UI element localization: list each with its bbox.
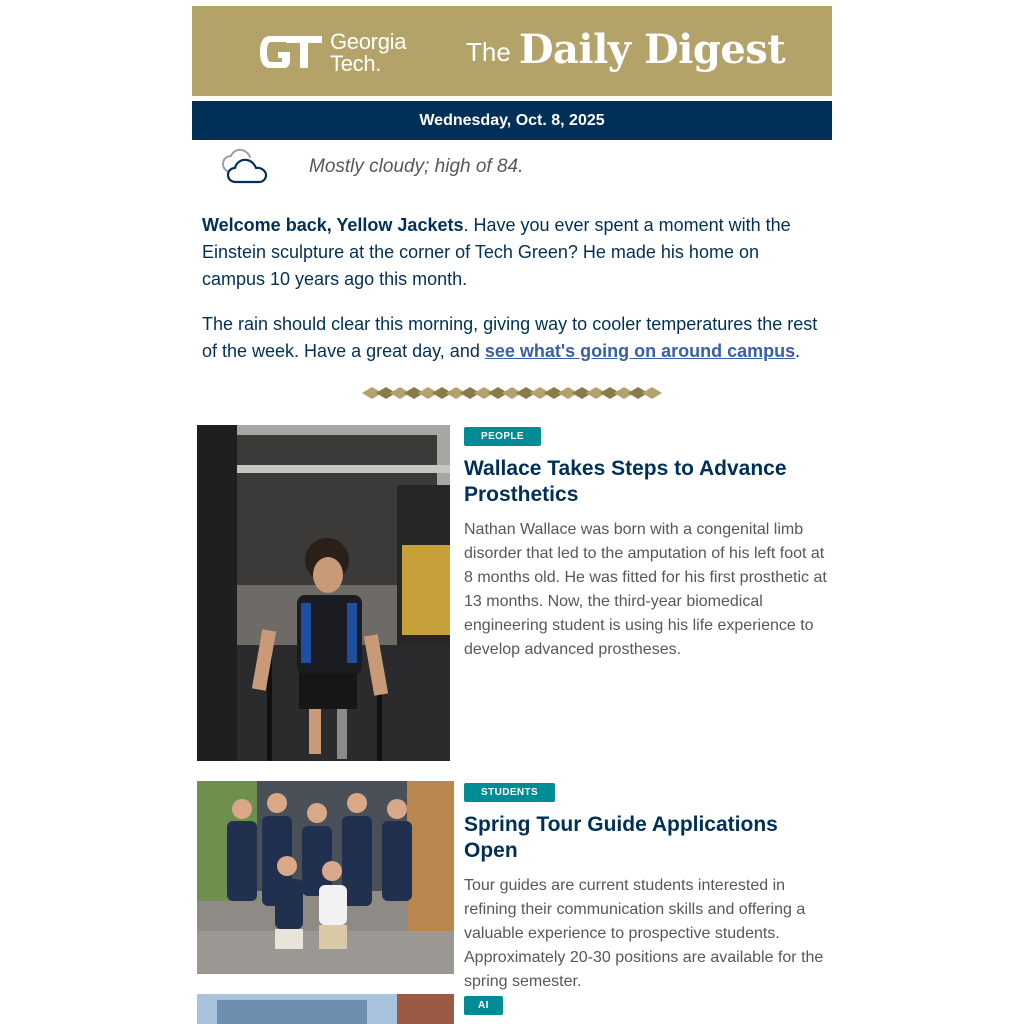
divider-diamond bbox=[642, 387, 662, 399]
georgia-tech-logo[interactable] bbox=[258, 28, 418, 78]
title-prefix: The bbox=[466, 37, 511, 67]
intro-section bbox=[202, 212, 826, 383]
category-tag[interactable]: PEOPLE bbox=[464, 427, 541, 446]
category-tag[interactable]: STUDENTS bbox=[464, 783, 555, 802]
intro-text-2: The rain should clear this morning, giving way to cooler temperatures the rest of the week. Have a great day, and bbox=[202, 314, 818, 361]
intro-paragraph-2 bbox=[202, 311, 826, 365]
story-summary: Tour guides are current students interested in refining their communication skills and offering a valuable experience to prospective students. Approximately 20-30 positions are available for the spring semester. bbox=[464, 877, 824, 990]
intro-text-2-end: . bbox=[795, 341, 801, 361]
story-card bbox=[197, 425, 832, 761]
story-meta bbox=[464, 781, 830, 994]
story-card bbox=[197, 781, 832, 990]
issue-date: Wednesday, Oct. 8, 2025 bbox=[419, 112, 605, 129]
title-main: Daily Digest bbox=[518, 26, 786, 73]
greeting: Welcome back, Yellow Jackets bbox=[202, 215, 464, 235]
campus-events-link[interactable]: see what's going on around campus bbox=[484, 341, 796, 361]
story-photo-prosthetics[interactable] bbox=[197, 425, 450, 761]
logo-wordmark bbox=[330, 31, 406, 75]
story-headline[interactable]: Wallace Takes Steps to Advance Prosthetics bbox=[464, 457, 787, 506]
category-tag[interactable]: AI bbox=[464, 996, 503, 1015]
intro-paragraph-1 bbox=[202, 212, 826, 293]
gt-monogram-icon bbox=[258, 30, 324, 74]
cloud-icon bbox=[220, 148, 272, 186]
intro-text-1: . Have you ever spent a moment with the Einstein sculpture at the corner of Tech Green? He made his home on campus 10 years ago this month. bbox=[202, 215, 791, 289]
story-meta bbox=[464, 994, 830, 1015]
weather-text: Mostly cloudy; high of 84. bbox=[309, 156, 524, 177]
logo-line-1: Georgia bbox=[330, 29, 407, 54]
story-meta bbox=[464, 425, 830, 662]
story-photo-tour-guides[interactable] bbox=[197, 781, 454, 974]
digest-title bbox=[466, 26, 785, 73]
story-photo-ai[interactable] bbox=[197, 994, 454, 1024]
header-banner bbox=[192, 6, 832, 96]
story-headline[interactable]: Spring Tour Guide Applications Open bbox=[464, 813, 778, 862]
story-card bbox=[197, 994, 832, 1024]
logo-line-2: Tech. bbox=[330, 51, 382, 76]
date-bar bbox=[192, 101, 832, 140]
diamond-divider bbox=[362, 384, 664, 402]
story-summary: Nathan Wallace was born with a congenital limb disorder that led to the amputation of his left foot at 8 months old. He was fitted for his first prosthetic at 13 months. Now, the third-year biomedical engineering student is using his life experience to develop advanced prostheses. bbox=[464, 521, 827, 658]
